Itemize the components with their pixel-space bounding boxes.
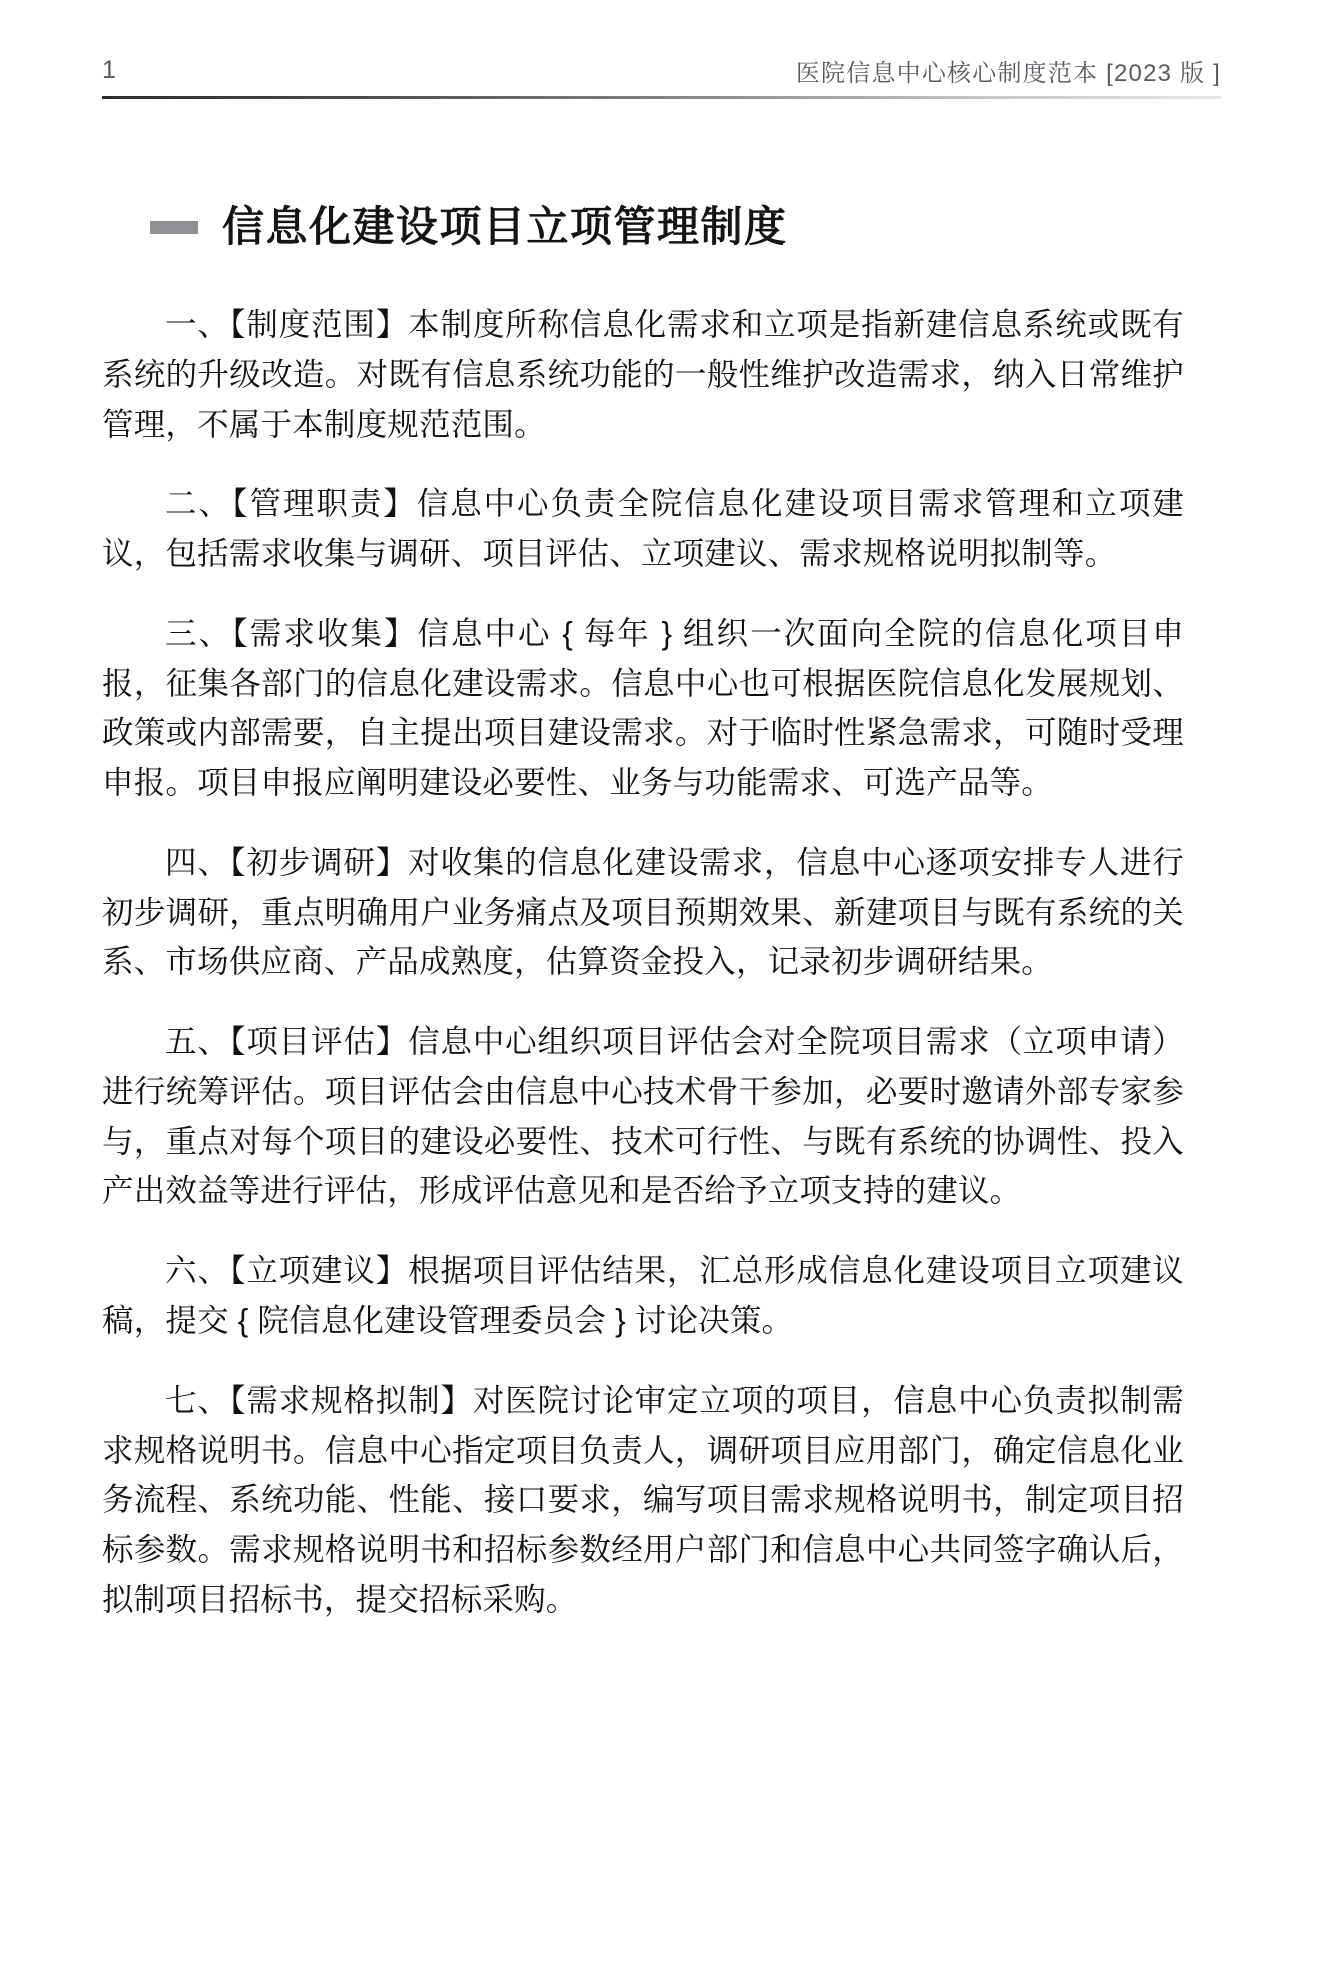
clause-paragraph-7: 七、【需求规格拟制】对医院讨论审定立项的项目，信息中心负责拟制需求规格说明书。信息中心指定项目负责人，调研项目应用部门，确定信息化业务流程、系统功能、性能、接口要求，编写项目需求规格说明书，制定项目招标参数。需求规格说明书和招标参数经用户部门和信息中心共同签字确认后，拟制项目招标书，提交招标采购。 — [102, 1381, 1184, 1617]
running-header-title: 医院信息中心核心制度范本 [2023 版 ] — [795, 59, 1221, 87]
title-dash-marker — [150, 221, 198, 234]
header-divider-rule — [102, 96, 1221, 99]
document-title-block — [150, 176, 788, 278]
document-body — [102, 300, 1184, 1625]
clause-paragraph-2: 二、【管理职责】信息中心负责全院信息化建设项目需求管理和立项建议，包括需求收集与调研、项目评估、立项建议、需求规格说明拟制等。 — [102, 485, 1184, 572]
clause-paragraph-6: 六、【立项建议】根据项目评估结果，汇总形成信息化建设项目立项建议稿，提交 { 院信息化建设管理委员会 } 讨论决策。 — [102, 1252, 1184, 1339]
page-number: 1 — [102, 55, 117, 84]
page-running-header — [102, 48, 1221, 92]
page-title: 信息化建设项目立项管理制度 — [222, 203, 788, 251]
clause-paragraph-3: 三、【需求收集】信息中心 { 每年 } 组织一次面向全院的信息化项目申报，征集各部门的信息化建设需求。信息中心也可根据医院信息化发展规划、政策或内部需要，自主提出项目建设需求。对于临时性紧急需求，可随时受理申报。项目申报应阐明建设必要性、业务与功能需求、可选产品等。 — [102, 614, 1184, 801]
clause-paragraph-5: 五、【项目评估】信息中心组织项目评估会对全院项目需求（立项申请）进行统筹评估。项目评估会由信息中心技术骨干参加，必要时邀请外部专家参与，重点对每个项目的建设必要性、技术可行性、与既有系统的协调性、投入产出效益等进行评估，形成评估意见和是否给予立项支持的建议。 — [102, 1023, 1184, 1209]
clause-paragraph-1: 一、【制度范围】本制度所称信息化需求和立项是指新建信息系统或既有系统的升级改造。对既有信息系统功能的一般性维护改造需求，纳入日常维护管理，不属于本制度规范范围。 — [102, 306, 1184, 442]
clause-paragraph-4: 四、【初步调研】对收集的信息化建设需求，信息中心逐项安排专人进行初步调研，重点明确用户业务痛点及项目预期效果、新建项目与既有系统的关系、市场供应商、产品成熟度，估算资金投入，记录初步调研结果。 — [102, 843, 1184, 980]
